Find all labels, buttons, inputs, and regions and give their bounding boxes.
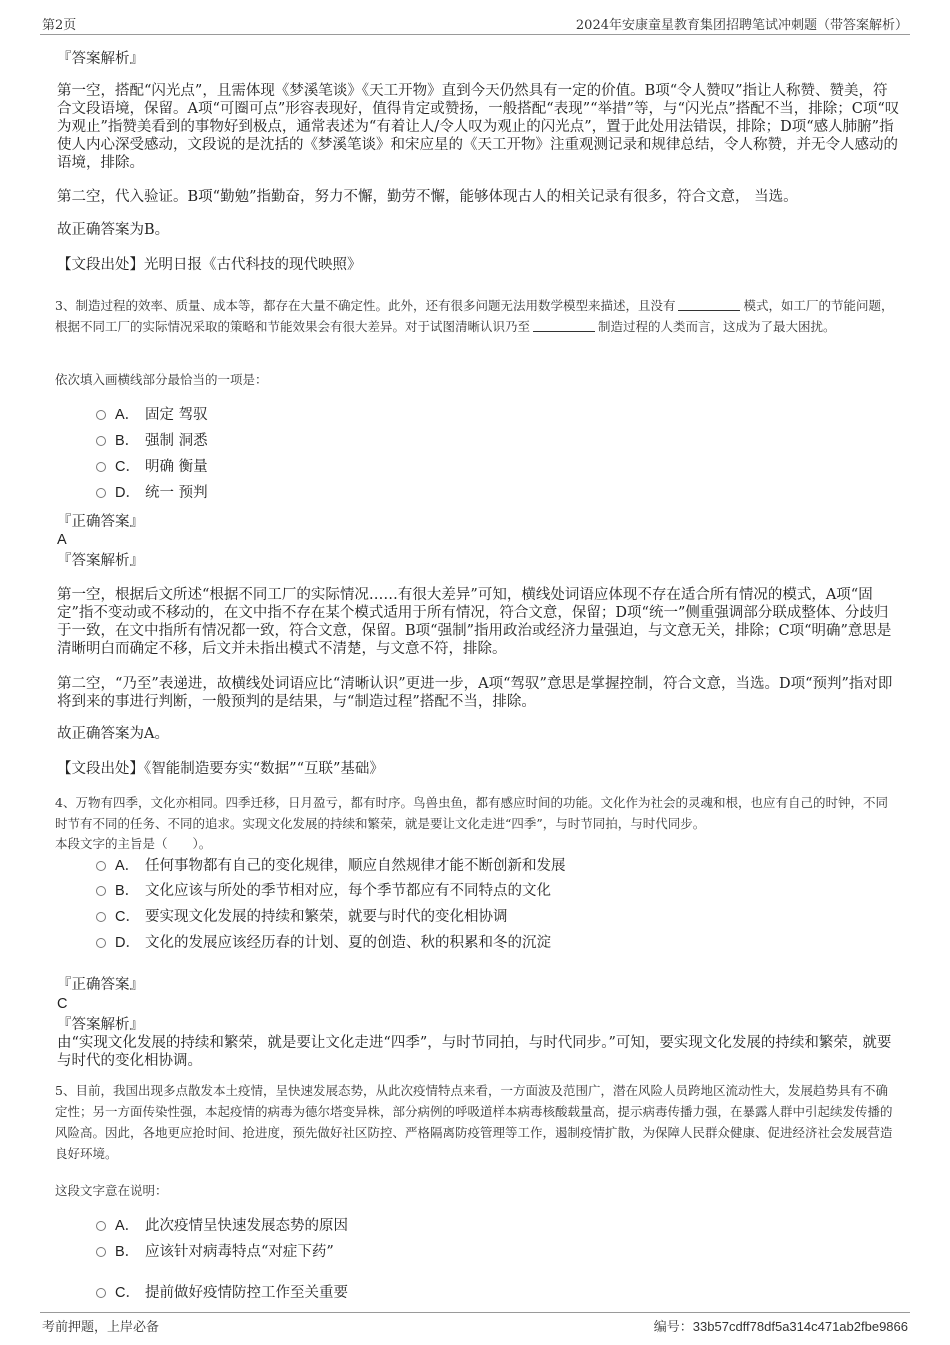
q4-option-c[interactable]: C． 要实现文化发展的持续和繁荣，就要与时代的变化相协调 bbox=[96, 908, 508, 926]
fill-blank-1 bbox=[678, 298, 740, 311]
q2-source: 【文段出处】光明日报《古代科技的现代映照》 bbox=[57, 257, 362, 273]
q4-correct-label: 『正确答案』 bbox=[57, 977, 144, 993]
q3-option-c[interactable]: C． 明确 衡量 bbox=[96, 458, 208, 476]
radio-icon[interactable] bbox=[96, 1288, 106, 1298]
q3-option-a[interactable]: A． 固定 驾驭 bbox=[96, 406, 208, 424]
radio-icon[interactable] bbox=[96, 410, 106, 420]
q3-option-d[interactable]: D． 统一 预判 bbox=[96, 484, 208, 502]
radio-icon[interactable] bbox=[96, 861, 106, 871]
document-id: 编号：33b57cdff78df5a314c471ab2fbe9866 bbox=[653, 1319, 908, 1334]
q2-analysis-p2: 第二空，代入验证。B项“勤勉”指勤奋，努力不懈，勤劳不懈，能够体现古人的相关记录有很多，符合文意， 当选。 bbox=[57, 189, 798, 205]
q4-prompt: 本段文字的主旨是（ ）。 bbox=[55, 836, 212, 851]
radio-icon[interactable] bbox=[96, 436, 106, 446]
q4-answer: C bbox=[57, 996, 68, 1012]
q4-analysis-p1: 由“实现文化发展的持续和繁荣，就是要让文化走进“四季”，与时节同拍，与时代同步。”可知，要实现文化发展的持续和繁荣，就要与时代的变化相协调。 bbox=[57, 1035, 892, 1069]
q3-analysis-p1: 第一空，根据后文所述“根据不同工厂的实际情况……有很大差异”可知，横线处词语应体现不存在适合所有情况的模式，A项“固定”指不变动或不移动的，在文中指不存在某个模式适用于所有情况，符合文意，保留；D项“统一”侧重强调部分联成整体、分歧归于一致，在文中指所有情况都一致，符合文意，保留。B项“强制”指用政治或经济力量强迫，与文意无关，排除；C项“明确”意思是清晰明白而确定不移，后文并未指出模式不清楚，与文意不符，排除。 bbox=[57, 587, 892, 657]
q3-source: 【文段出处】《智能制造要夯实“数据”“互联”基础》 bbox=[57, 761, 384, 777]
q3-answer: A bbox=[57, 532, 67, 548]
radio-icon[interactable] bbox=[96, 912, 106, 922]
page-number: 第2页 bbox=[42, 18, 77, 33]
q4-option-d[interactable]: D． 文化的发展应该经历春的计划、夏的创造、秋的积累和冬的沉淀 bbox=[96, 934, 551, 952]
page-footer bbox=[40, 1312, 910, 1335]
q3-conclusion: 故正确答案为A。 bbox=[57, 726, 169, 742]
radio-icon[interactable] bbox=[96, 1247, 106, 1257]
footer-slogan: 考前押题，上岸必备 bbox=[42, 1320, 160, 1335]
document-title: 2024年安康童星教育集团招聘笔试冲刺题（带答案解析） bbox=[575, 18, 908, 33]
q3-prompt: 依次填入画横线部分最恰当的一项是： bbox=[55, 372, 268, 387]
radio-icon[interactable] bbox=[96, 488, 106, 498]
q5-option-b[interactable]: B． 应该针对病毒特点“对症下药” bbox=[96, 1243, 334, 1261]
q3-correct-label: 『正确答案』 bbox=[57, 514, 144, 530]
radio-icon[interactable] bbox=[96, 462, 106, 472]
q3-stem: 3、制造过程的效率、质量、成本等，都存在大量不确定性。此外，还有很多问题无法用数学模型来描述，且没有 模式，如工厂的节能问题，根据不同工厂的实际情况采取的策略和节能效果会有很大差异。对于试图清晰认识乃至 制造过程的人类而言，这成为了最大困扰。 bbox=[55, 298, 894, 334]
q4-option-b[interactable]: B． 文化应该与所处的季节相对应，每个季节都应有不同特点的文化 bbox=[96, 882, 551, 900]
q5-option-c[interactable]: C． 提前做好疫情防控工作至关重要 bbox=[96, 1284, 348, 1302]
q4-stem: 4、万物有四季，文化亦相同。四季迁移，日月盈亏，都有时序。鸟兽虫鱼，都有感应时间的功能。文化作为社会的灵魂和根，也应有自己的时钟，不同时节有不同的任务、不同的追求。实现文化发展的持续和繁荣，就是要让文化走进“四季”，与时节同拍，与时代同步。 bbox=[55, 795, 888, 831]
q5-prompt: 这段文字意在说明： bbox=[55, 1183, 168, 1198]
q3-option-b[interactable]: B． 强制 洞悉 bbox=[96, 432, 208, 450]
radio-icon[interactable] bbox=[96, 886, 106, 896]
q2-analysis-label: 『答案解析』 bbox=[57, 51, 144, 67]
q3-analysis-label: 『答案解析』 bbox=[57, 553, 144, 569]
fill-blank-2 bbox=[533, 319, 595, 332]
q2-conclusion: 故正确答案为B。 bbox=[57, 222, 170, 238]
q5-stem: 5、目前，我国出现多点散发本土疫情，呈快速发展态势，从此次疫情特点来看，一方面波及范围广，潜在风险人员跨地区流动性大，发展趋势具有不确定性；另一方面传染性强，本起疫情的病毒为德尔塔变异株，部分病例的呼吸道样本病毒核酸载量高，提示病毒传播力强，在暴露人群中引起续发传播的风险高。因此，各地更应抢时间、抢进度，预先做好社区防控、严格隔离防疫管理等工作，遏制疫情扩散，为保障人民群众健康、促进经济社会发展营造良好环境。 bbox=[55, 1083, 893, 1161]
radio-icon[interactable] bbox=[96, 1221, 106, 1231]
q4-analysis-label: 『答案解析』 bbox=[57, 1017, 144, 1033]
q5-option-a[interactable]: A． 此次疫情呈快速发展态势的原因 bbox=[96, 1217, 348, 1235]
q2-analysis-p1: 第一空，搭配“闪光点”，且需体现《梦溪笔谈》《天工开物》直到今天仍然具有一定的价值。B项“令人赞叹”指让人称赞、赞美，符合文段语境，保留。A项“可圈可点”形容表现好，值得肯定或赞扬，一般搭配“表现”“举措”等，与“闪光点”搭配不当，排除；C项“叹为观止”指赞美看到的事物好到极点，通常表述为“有着让人/令人叹为观止的闪光点”，置于此处用法错误，排除；D项“感人肺腑”指使人内心深受感动，文段说的是沈括的《梦溪笔谈》和宋应星的《天工开物》注重观测记录和规律总结，令人称赞，并无令人感动的语境，排除。 bbox=[57, 83, 900, 171]
q4-option-a[interactable]: A． 任何事物都有自己的变化规律，顺应自然规律才能不断创新和发展 bbox=[96, 857, 566, 875]
page-header bbox=[40, 12, 910, 35]
q3-analysis-p2: 第二空，“乃至”表递进，故横线处词语应比“清晰认识”更进一步，A项“驾驭”意思是掌握控制，符合文意，当选。D项“预判”指对即将到来的事进行判断，一般预判的是结果，与“制造过程”搭配不当，排除。 bbox=[57, 676, 893, 710]
radio-icon[interactable] bbox=[96, 938, 106, 948]
